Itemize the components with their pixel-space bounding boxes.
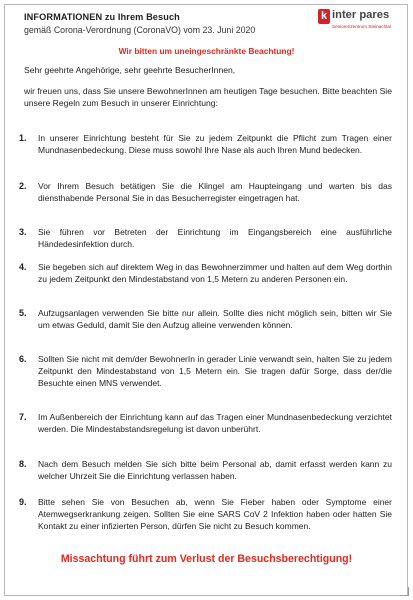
resize-corner-icon — [400, 587, 409, 596]
rule-text: Bitte sehen Sie von Besuchen ab, wenn Sie Fieber haben oder Symptome einer Atemwegserkrankung zeigen. Sollten Sie eine SARS CoV 2 Infektion haben oder hatten Sie Kontakt zu einer infizierten Person, dürfen Sie nicht zu Besuch kommen. — [38, 497, 392, 532]
rule-number: 7. — [19, 412, 27, 422]
rule-text: Sie begeben sich auf direktem Weg in das Bewohnerzimmer und halten auf dem Weg dorthin zu jedem Zeitpunkt den Mindestabstand von 1,5 Metern zu anderen Personen ein. — [38, 262, 392, 285]
rule-text: In unserer Einrichtung besteht für Sie zu jedem Zeitpunkt die Pflicht zum Tragen einer Mundnasenbedeckung. Diese muss sowohl Ihre Nase als auch Ihren Mund bedecken. — [38, 133, 392, 156]
organization-logo — [318, 9, 402, 39]
rule-number: 3. — [19, 227, 27, 237]
logo-tagline: Seniorenzentrum Steinachtal — [332, 24, 391, 29]
rule-item — [19, 458, 392, 482]
footer-warning: Missachtung führt zum Verlust der Besuchsberechtigung! — [60, 553, 353, 565]
rule-text: Sie führen vor Betreten der Einrichtung im Eingangsbereich eine ausführliche Händedesinfektion durch. — [38, 227, 392, 250]
intro-paragraph: wir freuen uns, dass Sie unsere BewohnerInnen am heutigen Tage besuchen. Bitte beachten Sie unsere Regeln zum Besuch in unserer Einrichtung: — [24, 86, 392, 108]
rule-text: Aufzugsanlagen verwenden Sie bitte nur allein. Sollte dies nicht möglich sein, bitten wir Sie um etwas Geduld, damit Sie den Aufzug alleine verwenden können. — [38, 308, 392, 331]
rule-item — [19, 132, 392, 156]
document-subtitle: gemäß Corona-Verordnung (CoronaVO) vom 23. Juni 2020 — [24, 25, 256, 35]
rule-number: 2. — [19, 181, 27, 191]
rule-item — [19, 180, 392, 204]
rule-item — [19, 411, 392, 435]
rule-number: 1. — [19, 133, 27, 143]
rule-item — [19, 261, 392, 285]
rule-number: 9. — [19, 497, 27, 507]
rule-number: 8. — [19, 459, 27, 469]
rule-text: Vor Ihrem Besuch betätigen Sie die Klingel am Haupteingang und warten bis das diensthabende Personal Sie in das Besucherregister eingetragen hat. — [38, 181, 392, 204]
rule-item — [19, 353, 392, 390]
logo-mark-icon: k — [318, 9, 330, 24]
document-title: INFORMATIONEN zu Ihrem Besuch — [24, 12, 180, 22]
rule-text: Im Außenbereich der Einrichtung kann auf das Tragen einer Mundnasenbedeckung verzichtet werden. Die Mindestabstandsregelung ist davon unberührt. — [38, 412, 392, 435]
rule-number: 6. — [19, 354, 27, 364]
rule-item — [19, 496, 392, 533]
rule-text: Nach dem Besuch melden Sie sich bitte beim Personal ab, damit erfasst werden kann zu welcher Uhrzeit Sie die Einrichtung verlassen haben. — [38, 459, 392, 482]
salutation: Sehr geehrte Angehörige, sehr geehrte BesucherInnen, — [24, 65, 236, 75]
rule-item — [19, 226, 392, 250]
rule-text: Sollten Sie nicht mit dem/der BewohnerIn in gerader Linie verwandt sein, halten Sie zu jedem Zeitpunkt den Mindestabstand von 1,5 Metern ein. Sie tragen dafür Sorge, dass der/die Besuchte einen MNS verwendet. — [38, 354, 392, 389]
rule-number: 4. — [19, 262, 27, 272]
logo-name: inter pares — [332, 9, 390, 21]
rule-number: 5. — [19, 308, 27, 318]
attention-notice: Wir bitten um uneingeschränkte Beachtung! — [118, 46, 295, 56]
rule-item — [19, 307, 392, 331]
